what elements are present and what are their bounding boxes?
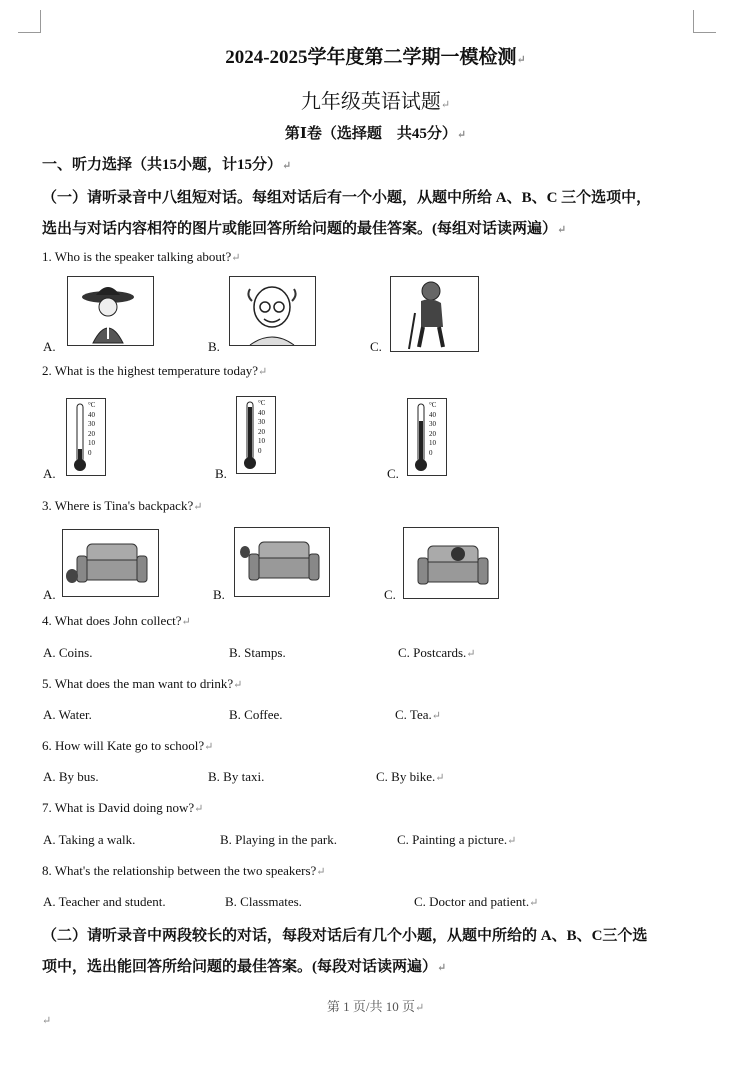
- question-6-stem: 6. How will Kate go to school?↵: [42, 738, 214, 753]
- question-2-stem: 2. What is the highest temperature today?↵: [42, 363, 268, 378]
- q8-option-c[interactable]: C. Doctor and patient.↵: [414, 894, 539, 909]
- q6-option-c[interactable]: C. By bike.↵: [376, 769, 445, 784]
- paper-part-heading: 第Ⅰ卷（选择题 共45分）↵: [284, 126, 467, 142]
- q2-thermometer-a: [66, 398, 106, 476]
- q2-thermometer-b: [236, 396, 276, 474]
- q2-scale-b: °C 40 30 20 10 0: [258, 399, 266, 455]
- part1-instructions-line2: 选出与对话内容相符的图片或能回答所给问题的最佳答案。(每组对话读两遍）↵: [42, 221, 567, 237]
- crop-mark-top-left: [18, 10, 41, 33]
- crop-mark-top-right: [693, 10, 716, 33]
- q3-picture-b-backpack-on-sofa: [234, 527, 330, 597]
- exam-subtitle: 九年级英语试题↵: [300, 91, 451, 113]
- q7-option-a[interactable]: A. Taking a walk.: [43, 832, 136, 847]
- q2-scale-c: °C 40 30 20 10 0: [429, 401, 437, 457]
- q3-picture-a-backpack-beside-sofa: [62, 529, 159, 597]
- q8-option-a[interactable]: A. Teacher and student.: [43, 894, 166, 909]
- part2-instructions-line1: （二）请听录音中两段较长的对话，每段对话后有几个小题，从题中所给的 A、B、C三个选: [42, 928, 648, 944]
- q3-picture-c-backpack-on-sofa: [403, 527, 499, 599]
- section-heading-listening: 一、听力选择（共15小题，计15分）↵: [42, 157, 292, 173]
- q1-picture-a-man-with-hat: [67, 276, 154, 346]
- q6-option-b[interactable]: B. By taxi.: [208, 769, 265, 784]
- q5-option-a[interactable]: A. Water.: [43, 707, 92, 722]
- question-7-stem: 7. What is David doing now?↵: [42, 800, 204, 815]
- q3-option-c[interactable]: C.: [384, 587, 396, 602]
- part2-instructions-line2: 项中，选出能回答所给问题的最佳答案。(每段对话读两遍）↵: [42, 959, 447, 975]
- q2-option-a[interactable]: A.: [43, 466, 56, 481]
- exam-title: 2024-2025学年度第二学期一模检测↵: [225, 47, 526, 68]
- q3-option-a[interactable]: A.: [43, 587, 56, 602]
- question-5-stem: 5. What does the man want to drink?↵: [42, 676, 243, 691]
- part1-instructions-line1: （一）请听录音中八组短对话。每组对话后有一个小题，从题中所给 A、B、C 三个选项中，: [42, 190, 652, 206]
- q5-option-c[interactable]: C. Tea.↵: [395, 707, 441, 722]
- page-number: 第 1 页/共 10 页↵: [326, 999, 425, 1014]
- q1-picture-b-bald-old-man: [229, 276, 316, 346]
- q2-option-b[interactable]: B.: [215, 466, 227, 481]
- q1-option-a[interactable]: A.: [43, 339, 56, 354]
- q7-option-b[interactable]: B. Playing in the park.: [220, 832, 337, 847]
- q8-option-b[interactable]: B. Classmates.: [225, 894, 302, 909]
- q2-option-c[interactable]: C.: [387, 466, 399, 481]
- q1-option-b[interactable]: B.: [208, 339, 220, 354]
- q4-option-a[interactable]: A. Coins.: [43, 645, 93, 660]
- q7-option-c[interactable]: C. Painting a picture.↵: [397, 832, 517, 847]
- question-1-stem: 1. Who is the speaker talking about?↵: [42, 249, 241, 264]
- question-3-stem: 3. Where is Tina's backpack?↵: [42, 498, 203, 513]
- q1-option-c[interactable]: C.: [370, 339, 382, 354]
- q2-scale-a: °C 40 30 20 10 0: [88, 401, 96, 457]
- q6-option-a[interactable]: A. By bus.: [43, 769, 99, 784]
- q3-option-b[interactable]: B.: [213, 587, 225, 602]
- q4-option-c[interactable]: C. Postcards.↵: [398, 645, 476, 660]
- q1-picture-c-old-man-with-cane: [390, 276, 479, 352]
- q5-option-b[interactable]: B. Coffee.: [229, 707, 283, 722]
- question-8-stem: 8. What's the relationship between the two speakers?↵: [42, 863, 326, 878]
- q4-option-b[interactable]: B. Stamps.: [229, 645, 286, 660]
- question-4-stem: 4. What does John collect?↵: [42, 613, 191, 628]
- q2-thermometer-c: [407, 398, 447, 476]
- trailing-paragraph-mark: ↵: [42, 1015, 52, 1027]
